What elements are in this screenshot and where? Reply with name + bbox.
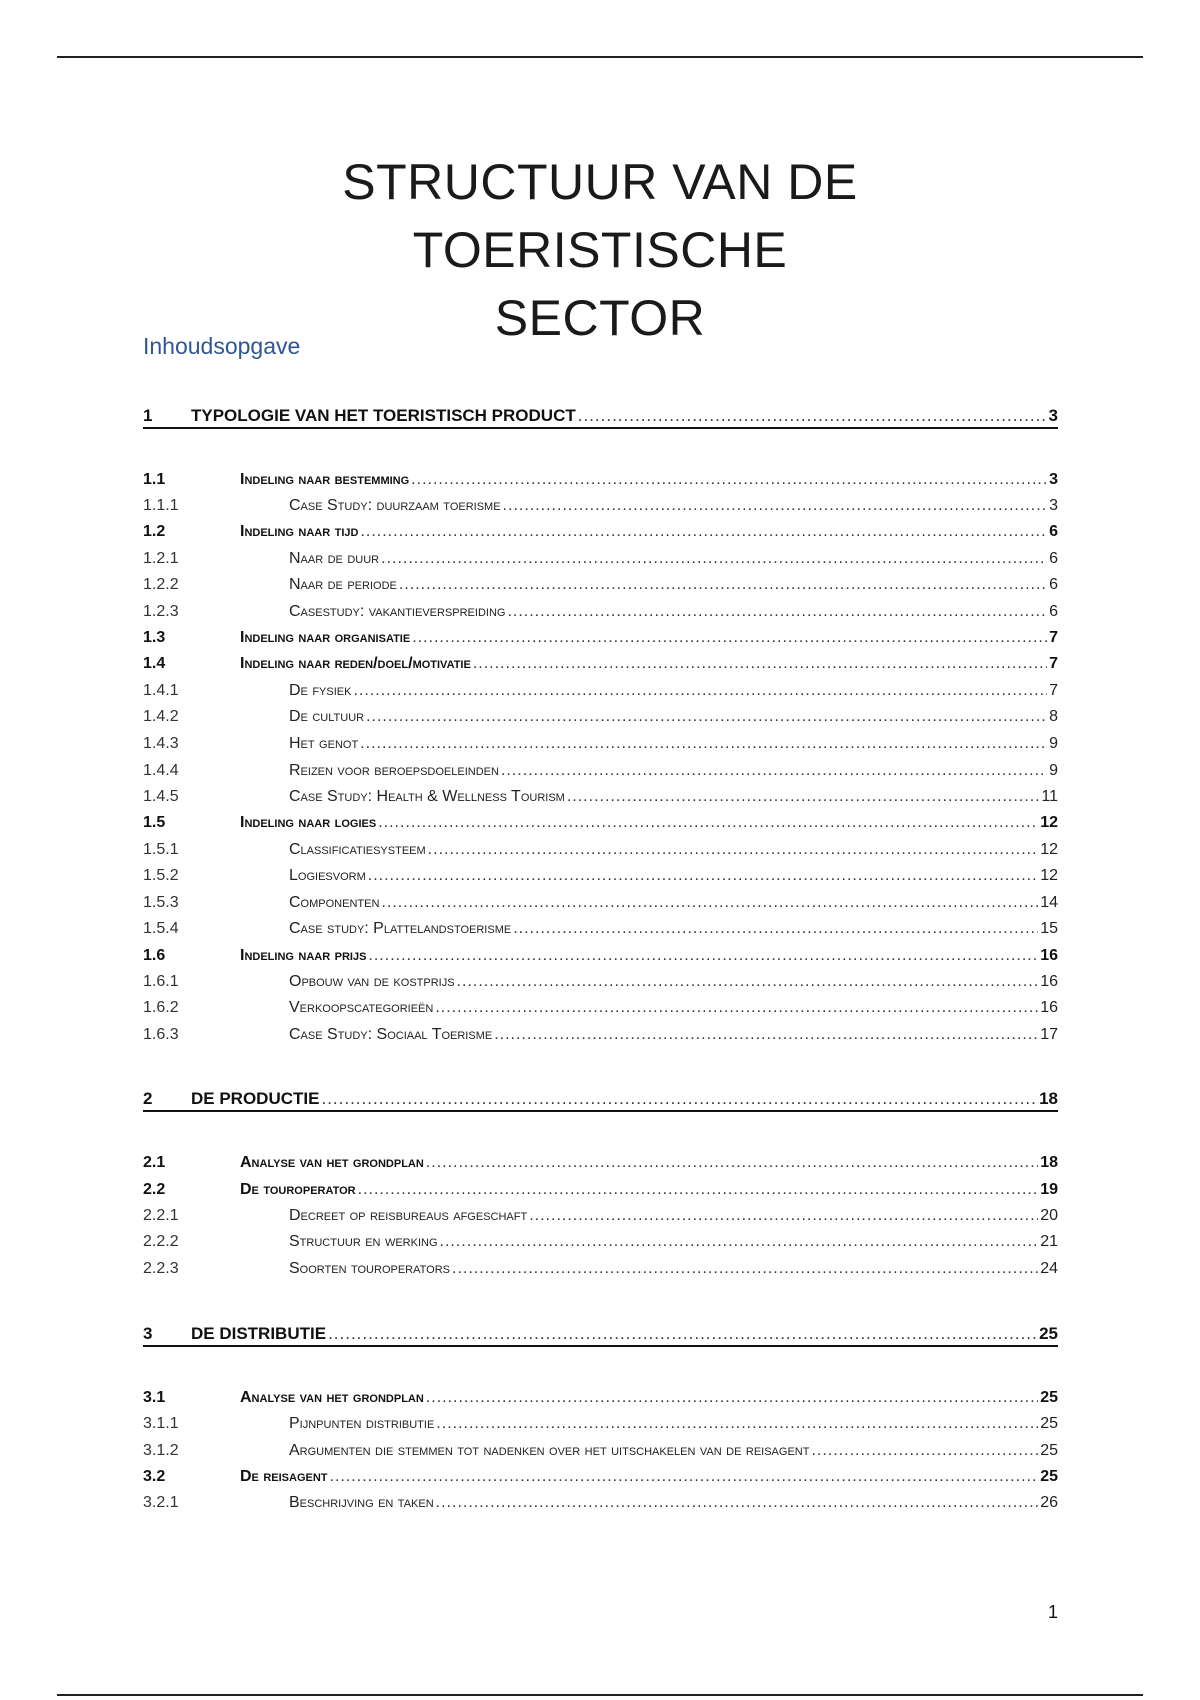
toc-entry[interactable] <box>143 1413 1058 1435</box>
toc-dot-leader <box>381 548 1047 570</box>
toc-entry[interactable] <box>143 1258 1058 1280</box>
toc-entry-title: Pijnpunten distributie <box>289 1415 435 1432</box>
toc-dot-leader <box>381 892 1038 914</box>
toc-dot-leader <box>358 1179 1039 1201</box>
document-title <box>150 148 1050 352</box>
toc-entry-title: Logiesvorm <box>289 867 366 884</box>
toc-entry-page: 12 <box>1040 841 1058 858</box>
toc-entry-page: 9 <box>1049 735 1058 752</box>
toc-entry-page: 26 <box>1040 1494 1058 1511</box>
toc-entry-number: 1.4.1 <box>143 682 179 699</box>
toc-entry-title: De reisagent <box>240 1468 328 1485</box>
toc-dot-leader <box>378 812 1038 834</box>
toc-entry[interactable] <box>143 1492 1058 1514</box>
toc-entry-title: DE DISTRIBUTIE <box>191 1324 327 1343</box>
toc-entry[interactable] <box>143 1024 1058 1046</box>
toc-entry-number: 1.4.3 <box>143 735 179 752</box>
toc-dot-leader <box>353 680 1047 702</box>
toc-entry-page: 6 <box>1049 603 1058 620</box>
toc-entry[interactable] <box>143 865 1058 887</box>
toc-entry-number: 1.5.1 <box>143 841 179 858</box>
toc-entry-title: Argumenten die stemmen tot nadenken over het uitschakelen van de reisagent <box>289 1442 810 1459</box>
toc-entry-title: Indeling naar prijs <box>240 947 367 964</box>
toc-dot-leader <box>360 733 1047 755</box>
toc-entry-title: De touroperator <box>240 1181 356 1198</box>
toc-entry-page: 18 <box>1040 1154 1058 1171</box>
toc-entry[interactable] <box>143 680 1058 702</box>
toc-entry-page: 25 <box>1039 1324 1058 1343</box>
toc-entry-page: 18 <box>1039 1089 1058 1108</box>
toc-entry[interactable] <box>143 839 1058 861</box>
toc-entry-title: Analyse van het grondplan <box>240 1154 424 1171</box>
toc-entry-number: 1.5 <box>143 814 166 831</box>
toc-entry-number: 2 <box>143 1089 153 1108</box>
toc-entry-number: 2.2.2 <box>143 1233 179 1250</box>
toc-entry-page: 16 <box>1040 999 1058 1016</box>
toc-entry-number: 1.3 <box>143 629 166 646</box>
toc-entry-page: 3 <box>1049 471 1058 488</box>
toc-entry-number: 1.5.4 <box>143 920 179 937</box>
toc-entry-page: 8 <box>1049 708 1058 725</box>
toc-entry[interactable] <box>143 918 1058 940</box>
toc-entry-title: Case Study: Health & Wellness Tourism <box>289 788 565 805</box>
header-rule <box>57 56 1143 58</box>
toc-entry[interactable] <box>143 760 1058 782</box>
toc-entry-number: 1.2 <box>143 523 166 540</box>
toc-entry[interactable] <box>143 812 1058 834</box>
toc-entry[interactable] <box>143 706 1058 728</box>
toc-entry-title: Naar de periode <box>289 576 397 593</box>
toc-entry-page: 15 <box>1040 920 1058 937</box>
toc-heading: Inhoudsopgave <box>143 333 301 359</box>
toc-dot-leader <box>321 1088 1037 1110</box>
toc-entry-number: 1.2.2 <box>143 576 179 593</box>
document-title-line-1: STRUCTUUR VAN DE TOERISTISCHE <box>342 154 858 278</box>
toc-dot-leader <box>330 1466 1039 1488</box>
toc-dot-leader <box>567 786 1040 808</box>
toc-entry[interactable] <box>143 997 1058 1019</box>
toc-dot-leader <box>412 627 1047 649</box>
toc-entry-number: 1.5.2 <box>143 867 179 884</box>
toc-entry[interactable] <box>143 653 1058 675</box>
toc-dot-leader <box>360 521 1047 543</box>
toc-entry-page: 6 <box>1049 550 1058 567</box>
toc-entry-page: 7 <box>1049 629 1058 646</box>
toc-entry[interactable] <box>143 786 1058 808</box>
toc-entry[interactable] <box>143 1179 1058 1201</box>
toc-entry[interactable] <box>143 945 1058 967</box>
toc-entry-page: 3 <box>1049 497 1058 514</box>
toc-entry-page: 25 <box>1040 1389 1058 1406</box>
toc-entry-title: Indeling naar logies <box>240 814 377 831</box>
toc-dot-leader <box>435 997 1038 1019</box>
toc-entry[interactable] <box>143 495 1058 517</box>
toc-entry-title: Classificatiesysteem <box>289 841 426 858</box>
toc-entry-page: 6 <box>1049 523 1058 540</box>
toc-entry-title: Casestudy: vakantieverspreiding <box>289 603 506 620</box>
toc-dot-leader <box>426 1387 1038 1409</box>
toc-entry-page: 12 <box>1040 867 1058 884</box>
toc-dot-leader <box>368 865 1038 887</box>
toc-dot-leader <box>501 760 1047 782</box>
toc-entry[interactable] <box>143 1088 1058 1112</box>
toc-dot-leader <box>452 1258 1038 1280</box>
toc-dot-leader <box>368 945 1038 967</box>
toc-entry-page: 21 <box>1040 1233 1058 1250</box>
toc-dot-leader <box>503 495 1048 517</box>
toc-entry[interactable] <box>143 521 1058 543</box>
toc-entry-page: 19 <box>1040 1181 1058 1198</box>
toc-entry-title: Naar de duur <box>289 550 380 567</box>
toc-dot-leader <box>507 601 1047 623</box>
toc-dot-leader <box>440 1231 1039 1253</box>
toc-entry[interactable] <box>143 1323 1058 1347</box>
toc-entry-title: Indeling naar tijd <box>240 523 359 540</box>
toc-dot-leader <box>328 1323 1037 1345</box>
toc-dot-leader <box>436 1492 1039 1514</box>
document-title-line-2: SECTOR <box>494 290 706 346</box>
toc-entry[interactable] <box>143 1440 1058 1462</box>
toc-entry[interactable] <box>143 971 1058 993</box>
toc-entry-number: 1.6.1 <box>143 973 179 990</box>
toc-dot-leader <box>811 1440 1038 1462</box>
toc-entry-title: De cultuur <box>289 708 365 725</box>
toc-entry-title: Structuur en werking <box>289 1233 438 1250</box>
toc-entry[interactable] <box>143 469 1058 491</box>
toc-entry-number: 3.2 <box>143 1468 166 1485</box>
toc-entry-title: Componenten <box>289 894 380 911</box>
toc-entry-title: Analyse van het grondplan <box>240 1389 424 1406</box>
toc-entry-page: 20 <box>1040 1207 1058 1224</box>
toc-entry-page: 7 <box>1049 655 1058 672</box>
toc-entry-number: 1.5.3 <box>143 894 179 911</box>
toc-entry-number: 2.2 <box>143 1181 166 1198</box>
footer-rule <box>57 1694 1143 1696</box>
toc-entry-page: 12 <box>1040 814 1058 831</box>
toc-entry-number: 3.2.1 <box>143 1494 179 1511</box>
toc-entry-page: 16 <box>1040 973 1058 990</box>
toc-dot-leader <box>411 469 1047 491</box>
toc-entry[interactable] <box>143 574 1058 596</box>
toc-entry-page: 11 <box>1041 788 1058 805</box>
toc-entry-page: 25 <box>1040 1415 1058 1432</box>
toc-entry[interactable] <box>143 1152 1058 1174</box>
toc-entry-page: 6 <box>1049 576 1058 593</box>
toc-dot-leader <box>513 918 1038 940</box>
toc-entry-title: Soorten touroperators <box>289 1260 450 1277</box>
toc-entry-number: 1.1.1 <box>143 497 179 514</box>
toc-entry-page: 25 <box>1040 1442 1058 1459</box>
toc-dot-leader <box>399 574 1047 596</box>
toc-dot-leader <box>366 706 1047 728</box>
toc-entry-title: Verkoopscategorieën <box>289 999 434 1016</box>
toc-entry-number: 2.1 <box>143 1154 166 1171</box>
toc-dot-leader <box>494 1024 1038 1046</box>
toc-entry-page: 3 <box>1048 406 1058 425</box>
toc-entry-page: 7 <box>1049 682 1058 699</box>
toc-entry[interactable] <box>143 405 1058 429</box>
toc-entry-title: Beschrijving en taken <box>289 1494 434 1511</box>
toc-entry-page: 9 <box>1049 762 1058 779</box>
toc-entry-page: 24 <box>1040 1260 1058 1277</box>
toc-entry-title: Het genot <box>289 735 359 752</box>
toc-dot-leader <box>428 839 1039 861</box>
toc-dot-leader <box>529 1205 1038 1227</box>
toc-entry-title: Indeling naar bestemming <box>240 471 410 488</box>
toc-dot-leader <box>473 653 1047 675</box>
toc-entry[interactable] <box>143 548 1058 570</box>
toc-dot-leader <box>457 971 1039 993</box>
toc-entry[interactable] <box>143 601 1058 623</box>
toc-entry-number: 1.4.2 <box>143 708 179 725</box>
toc-entry[interactable] <box>143 733 1058 755</box>
toc-entry-number: 1.2.3 <box>143 603 179 620</box>
toc-entry-page: 25 <box>1040 1468 1058 1485</box>
toc-entry-title: Opbouw van de kostprijs <box>289 973 455 990</box>
toc-entry-page: 16 <box>1040 947 1058 964</box>
toc-entry-title: De fysiek <box>289 682 352 699</box>
toc-entry[interactable] <box>143 1231 1058 1253</box>
toc-entry[interactable] <box>143 627 1058 649</box>
toc-entry-title: DE PRODUCTIE <box>191 1089 320 1108</box>
toc-dot-leader <box>578 405 1047 427</box>
toc-entry-title: Indeling naar reden/doel/motivatie <box>240 655 471 672</box>
toc-dot-leader <box>436 1413 1038 1435</box>
toc-entry-title: Case study: Plattelandstoerisme <box>289 920 512 937</box>
toc-entry-number: 3.1 <box>143 1389 166 1406</box>
toc-entry[interactable] <box>143 892 1058 914</box>
toc-entry-title: Reizen voor beroepsdoeleinden <box>289 762 499 779</box>
toc-entry[interactable] <box>143 1466 1058 1488</box>
toc-entry-title: Indeling naar organisatie <box>240 629 411 646</box>
toc-entry-number: 1.6.2 <box>143 999 179 1016</box>
toc-entry-number: 1.4 <box>143 655 166 672</box>
toc-entry-page: 14 <box>1040 894 1058 911</box>
toc-entry-number: 1.6.3 <box>143 1026 179 1043</box>
toc-entry[interactable] <box>143 1387 1058 1409</box>
toc-entry-number: 2.2.1 <box>143 1207 179 1224</box>
toc-entry-title: Case Study: duurzaam toerisme <box>289 497 501 514</box>
toc-entry-number: 1.4.5 <box>143 788 179 805</box>
toc-entry-number: 1.6 <box>143 947 166 964</box>
toc-entry-title: Case Study: Sociaal Toerisme <box>289 1026 493 1043</box>
page-number: 1 <box>1047 1602 1058 1622</box>
toc-entry-title: Decreet op reisbureaus afgeschaft <box>289 1207 528 1224</box>
toc-entry-page: 17 <box>1040 1026 1058 1043</box>
toc-entry-number: 1 <box>143 406 153 425</box>
toc-entry-number: 1.4.4 <box>143 762 179 779</box>
toc-entry-number: 1.2.1 <box>143 550 179 567</box>
toc-entry-title: TYPOLOGIE VAN HET TOERISTISCH PRODUCT <box>191 406 576 425</box>
toc-entry-number: 3.1.2 <box>143 1442 179 1459</box>
toc-dot-leader <box>426 1152 1038 1174</box>
toc-entry-number: 3.1.1 <box>143 1415 179 1432</box>
toc-entry-number: 3 <box>143 1324 153 1343</box>
toc-entry-number: 1.1 <box>143 471 166 488</box>
toc-entry[interactable] <box>143 1205 1058 1227</box>
toc-entry-number: 2.2.3 <box>143 1260 179 1277</box>
